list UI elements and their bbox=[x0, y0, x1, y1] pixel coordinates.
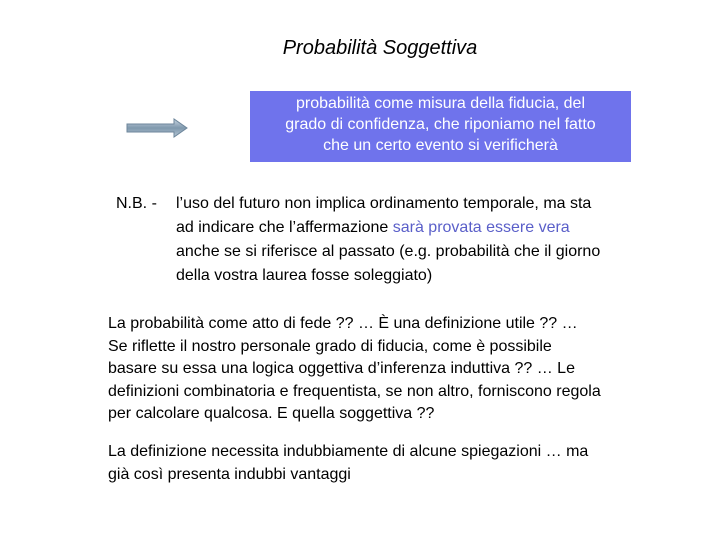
nb-line bbox=[176, 216, 600, 240]
nb-note bbox=[176, 192, 600, 288]
nb-line: l’uso del futuro non implica ordinamento temporale, ma sta bbox=[176, 195, 592, 212]
nb-line: della vostra laurea fosse soleggiato) bbox=[176, 267, 433, 284]
paragraph-line: definizioni combinatoria e frequentista, se non altro, forniscono regola bbox=[108, 382, 601, 400]
paragraph-conclusion bbox=[108, 441, 588, 486]
slide-title: Probabilità Soggettiva bbox=[282, 37, 478, 59]
definition-line: probabilità come misura della fiducia, del bbox=[295, 95, 586, 112]
paragraph-line: basare su essa una logica oggettiva d’inferenza induttiva ?? … Le bbox=[108, 360, 575, 377]
paragraph-faith bbox=[108, 313, 601, 426]
paragraph-line: La definizione necessita indubbiamente di alcune spiegazioni … ma bbox=[108, 443, 589, 460]
paragraph-line: La probabilità come atto di fede ?? … È una definizione utile ?? … bbox=[108, 315, 578, 332]
right-arrow-icon bbox=[126, 116, 188, 140]
nb-line: anche se si riferisce al passato (e.g. probabilità che il giorno bbox=[176, 243, 601, 260]
nb-label: N.B. - bbox=[116, 195, 157, 212]
nb-highlight: sarà provata essere vera bbox=[392, 219, 570, 236]
definition-line: che un certo evento si verificherà bbox=[323, 137, 558, 154]
nb-line-text: ad indicare che l’affermazione bbox=[176, 219, 393, 236]
definition-box bbox=[250, 91, 631, 162]
paragraph-line: Se riflette il nostro personale grado di fiducia, come è possibile bbox=[108, 337, 552, 355]
definition-line: grado di confidenza, che riponiamo nel fatto bbox=[285, 116, 596, 133]
paragraph-line: già così presenta indubbi vantaggi bbox=[108, 465, 351, 483]
paragraph-line: per calcolare qualcosa. E quella soggettiva ?? bbox=[108, 405, 435, 422]
